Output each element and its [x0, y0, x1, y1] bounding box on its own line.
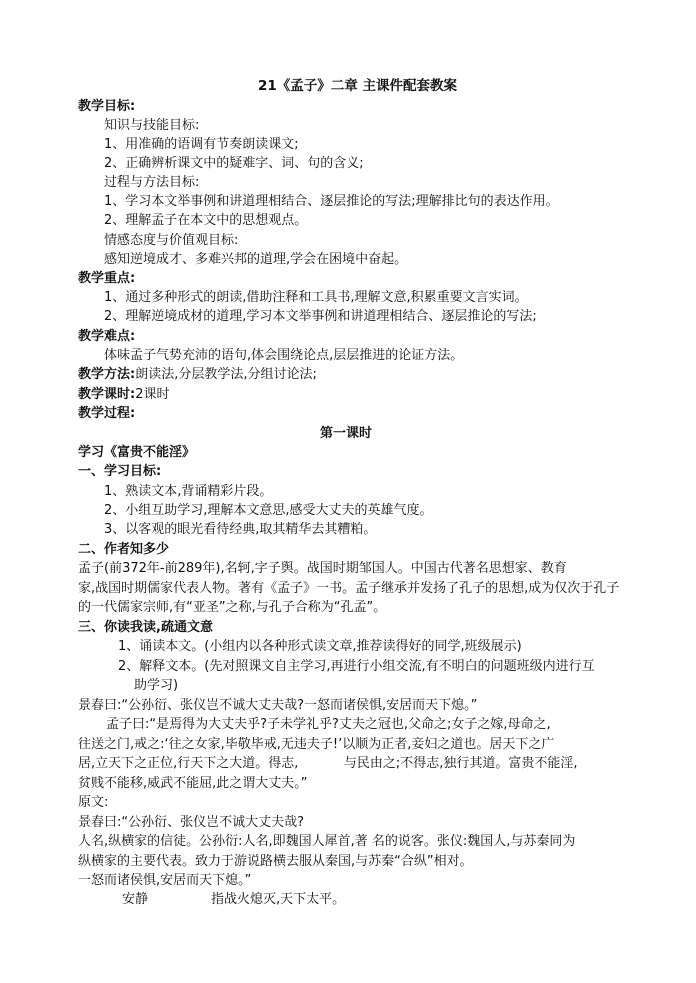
process-item: 2、理解孟子在本文中的思想观点。 [104, 213, 308, 228]
attitude-text: 感知逆境成才、多难兴邦的道理,学会在困境中奋起。 [104, 252, 408, 267]
knowledge-heading: 知识与技能目标: [104, 118, 200, 133]
study-heading: 学习《富贵不能淫》 [78, 445, 196, 460]
text-line: 居,立天下之正位,行天下之大道。得志, 与民由之;不得志,独行其道。富贵不能淫, [78, 756, 578, 771]
document-title: 21《孟子》二章 主课件配套教案 [258, 78, 457, 94]
method-label: 教学方法: [78, 367, 136, 382]
original-label: 原文: [78, 795, 109, 810]
gloss-explanation: 指战火熄灭,天下太平。 [211, 892, 346, 907]
text-line: 往送之门,戒之:‘往之女家,毕敬毕戒,无违夫子!’以顺为正者,妾妇之道也。居天下之广 [78, 737, 555, 752]
section-3-item: 助学习) [134, 678, 179, 693]
text-line: 贫贱不能移,威武不能屈,此之谓大丈夫。” [78, 776, 308, 791]
section-1-heading: 一、学习目标: [78, 464, 162, 479]
key-item: 1、通过多种形式的朗读,借助注释和工具书,理解文意,积累重要文言实词。 [104, 290, 528, 305]
hours-text: 2课时 [135, 387, 170, 402]
author-line: 家,战国时期儒家代表人物。著有《孟子》一书。孟子继承并发扬了孔子的思想,成为仅次于孔子 [78, 581, 620, 596]
hours-label: 教学课时: [78, 387, 136, 402]
difficulty-text: 体味孟子气势充沛的语句,体会围绕论点,层层推进的论证方法。 [104, 348, 464, 363]
lesson-heading: 第一课时 [320, 426, 373, 441]
process-item: 1、学习本文举事例和讲道理相结合、逐层推论的写法;理解排比句的表达作用。 [104, 194, 559, 209]
hours-line [78, 386, 169, 403]
section-2-heading: 二、作者知多少 [78, 542, 170, 557]
original-line: 纵横家的主要代表。致力于游说路横去服从秦国,与苏秦“合纵”相对。 [78, 854, 473, 869]
method-text: 朗读法,分层教学法,分组讨论法; [135, 367, 317, 382]
method-line [78, 366, 317, 383]
knowledge-item: 1、用准确的语调有节奏朗读课文; [104, 137, 299, 152]
author-line: 的一代儒家宗师,有“亚圣”之称,与孔子合称为“孔孟”。 [78, 600, 387, 615]
key-item: 2、理解逆境成材的道理,学习本文举事例和讲道理相结合、逐层推论的写法; [104, 309, 537, 324]
goals-heading: 教学目标: [78, 99, 136, 114]
process-label: 教学过程: [78, 406, 136, 421]
text-line: 景春曰:“公孙衍、张仪岂不诚大丈夫哉?一怒而诸侯惧,安居而天下熄。” [78, 698, 478, 713]
original-line: 一怒而诸侯惧,安居而天下熄。” [78, 873, 252, 888]
original-line: 景春曰:“公孙衍、张仪岂不诚大丈夫哉? [78, 815, 305, 830]
section-1-item: 3、以客观的眼光看待经典,取其精华去其糟粕。 [104, 522, 377, 537]
knowledge-item: 2、正确辨析课文中的疑难字、词、句的含义; [104, 156, 364, 171]
original-line: 人名,纵横家的信徒。公孙衍:人名,即魏国人犀首,著 名的说客。张仪:魏国人,与苏秦同为 [78, 834, 576, 849]
section-3-heading: 三、你读我读,疏通文意 [78, 620, 213, 635]
author-line: 孟子(前372年-前289年),名轲,字子舆。战国时期邹国人。中国古代著名思想家、教育 [78, 561, 567, 576]
key-heading: 教学重点: [78, 271, 136, 286]
section-3-item: 2、解释文本。(先对照课文自主学习,再进行小组交流,有不明白的问题班级内进行互 [118, 659, 595, 674]
difficulty-heading: 教学难点: [78, 329, 136, 344]
section-3-item: 1、诵读本文。(小组内以各种形式读文章,推荐读得好的同学,班级展示) [118, 639, 522, 654]
text-line: 孟子曰:“是焉得为大丈夫乎?子未学礼乎?丈夫之冠也,父命之;女子之嫁,母命之, [106, 717, 551, 732]
section-1-item: 2、小组互助学习,理解本文意思,感受大丈夫的英雄气度。 [104, 503, 433, 518]
gloss-term: 安静 [122, 892, 149, 907]
attitude-heading: 情感态度与价值观目标: [104, 233, 239, 248]
process-heading: 过程与方法目标: [104, 175, 200, 190]
section-1-item: 1、熟读文本,背诵精彩片段。 [104, 484, 273, 499]
